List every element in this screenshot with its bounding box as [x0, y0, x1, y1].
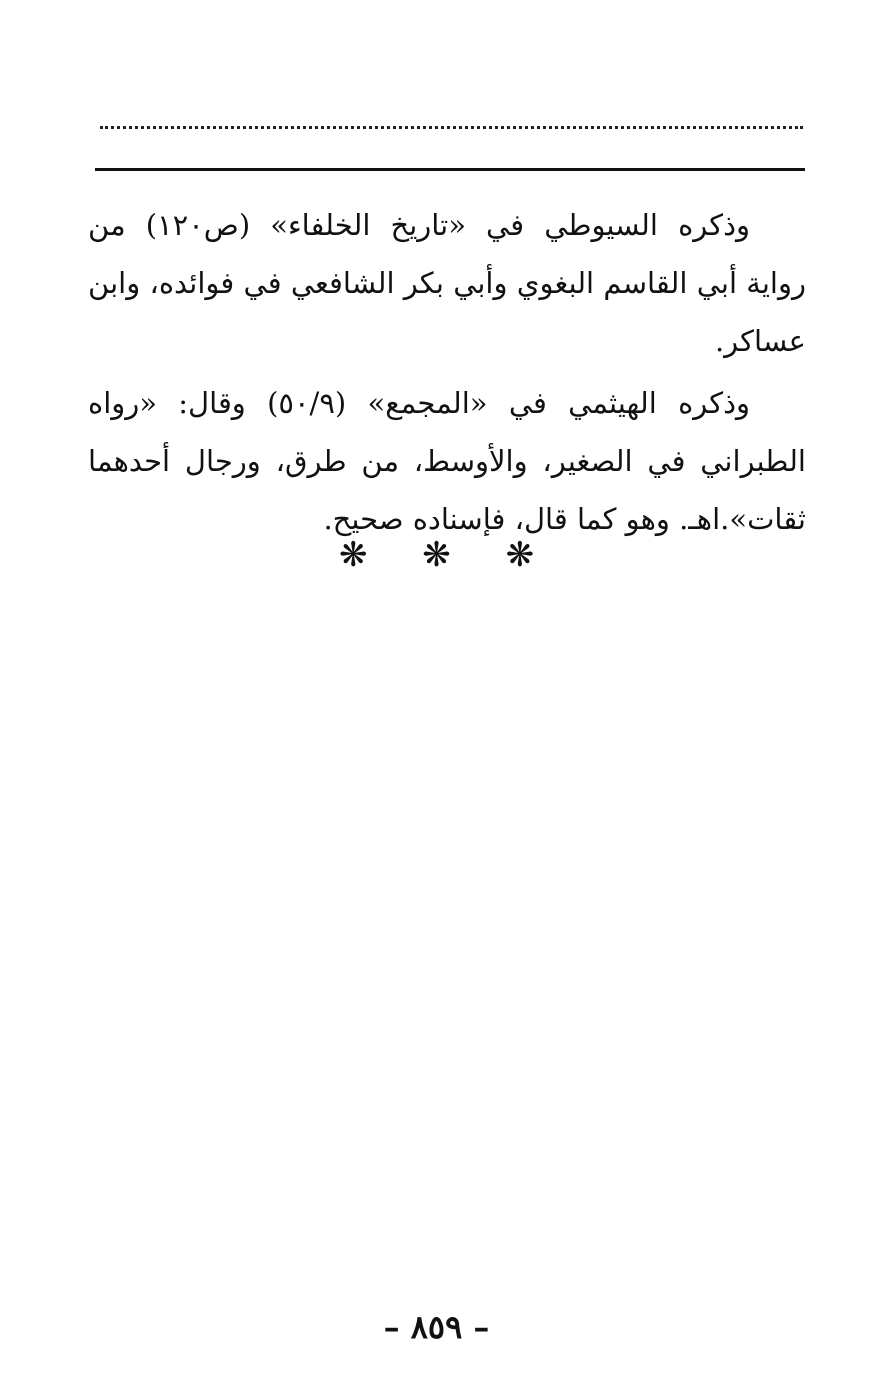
- page-number: – ٨٥٩ –: [383, 1308, 490, 1346]
- footnote-divider: [95, 168, 805, 171]
- footnote-text: [88, 196, 806, 552]
- footnote-paragraph: وذكره الهيثمي في «المجمع» (٥٠/٩) وقال: «رواه الطبراني في الصغير، والأوسط، من طرق، ورجال أحدهما ثقات».اهـ. وهو كما قال، فإسناده صحيح.: [88, 386, 806, 536]
- star-ornament-icon: ❋: [338, 535, 368, 575]
- star-ornament-icon: ❋: [505, 535, 535, 575]
- section-separator: [0, 530, 873, 580]
- footnote-paragraph: وذكره السيوطي في «تاريخ الخلفاء» (ص١٢٠) من رواية أبي القاسم البغوي وأبي بكر الشافعي في فوائده، وابن عساكر.: [88, 208, 806, 358]
- star-ornament-icon: ❋: [422, 535, 451, 575]
- dotted-divider: [100, 126, 803, 129]
